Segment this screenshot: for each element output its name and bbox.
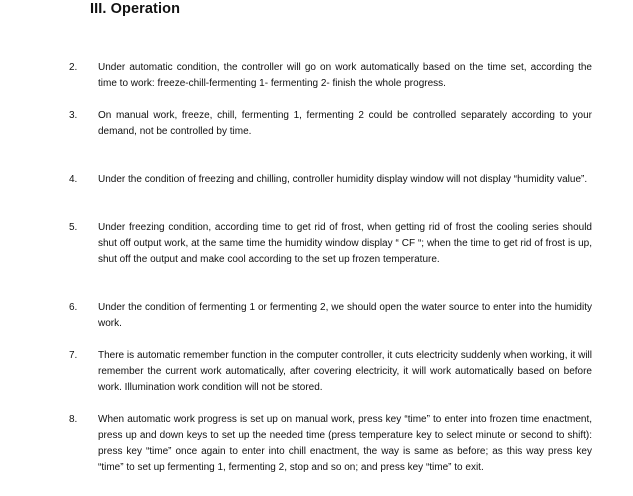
item-number: 6. [69, 302, 78, 313]
item-text: Under the condition of freezing and chilling, controller humidity display window will not display “humidity value”. [98, 174, 588, 185]
item-text: On manual work, freeze, chill, fermenting 1, fermenting 2 could be controlled separately according to your demand, not be controlled by time. [98, 110, 592, 137]
item-number: 3. [69, 110, 78, 121]
item-number: 8. [69, 414, 78, 425]
section-heading: III. Operation [90, 1, 181, 17]
item-text: Under automatic condition, the controller will go on work automatically based on the time set, according the time to work: freeze-chill-fermenting 1- fermenting 2- finish the whole progress. [98, 62, 592, 89]
item-text: Under the condition of fermenting 1 or fermenting 2, we should open the water source to enter into the humidity work. [98, 302, 592, 329]
item-text: When automatic work progress is set up on manual work, press key “time” to enter into frozen time enactment, press up and down keys to set up the needed time (press temperature key to select minute or second to shift): press key “time” once again to enter into chill enactment, the way is same as before; as this way press key “time” to set up fermenting 1, fermenting 2, stop and so on; and press key “time” to exit. [98, 414, 592, 473]
item-number: 2. [69, 62, 78, 73]
item-text: There is automatic remember function in the computer controller, it cuts electricity suddenly when working, it will remember the current work automatically, after covering electricity, it will work automatically based on before work. Illumination work condition will not be stored. [98, 350, 592, 393]
item-number: 4. [69, 174, 78, 185]
item-number: 7. [69, 350, 78, 361]
item-number: 5. [69, 222, 78, 233]
item-text: Under freezing condition, according time to get rid of frost, when getting rid of frost the cooling series should shut off output work, at the same time the humidity window display “ CF “; when the time to get rid of frost is up, shut off the output and make cool according to the set up frozen temperature. [98, 222, 592, 265]
